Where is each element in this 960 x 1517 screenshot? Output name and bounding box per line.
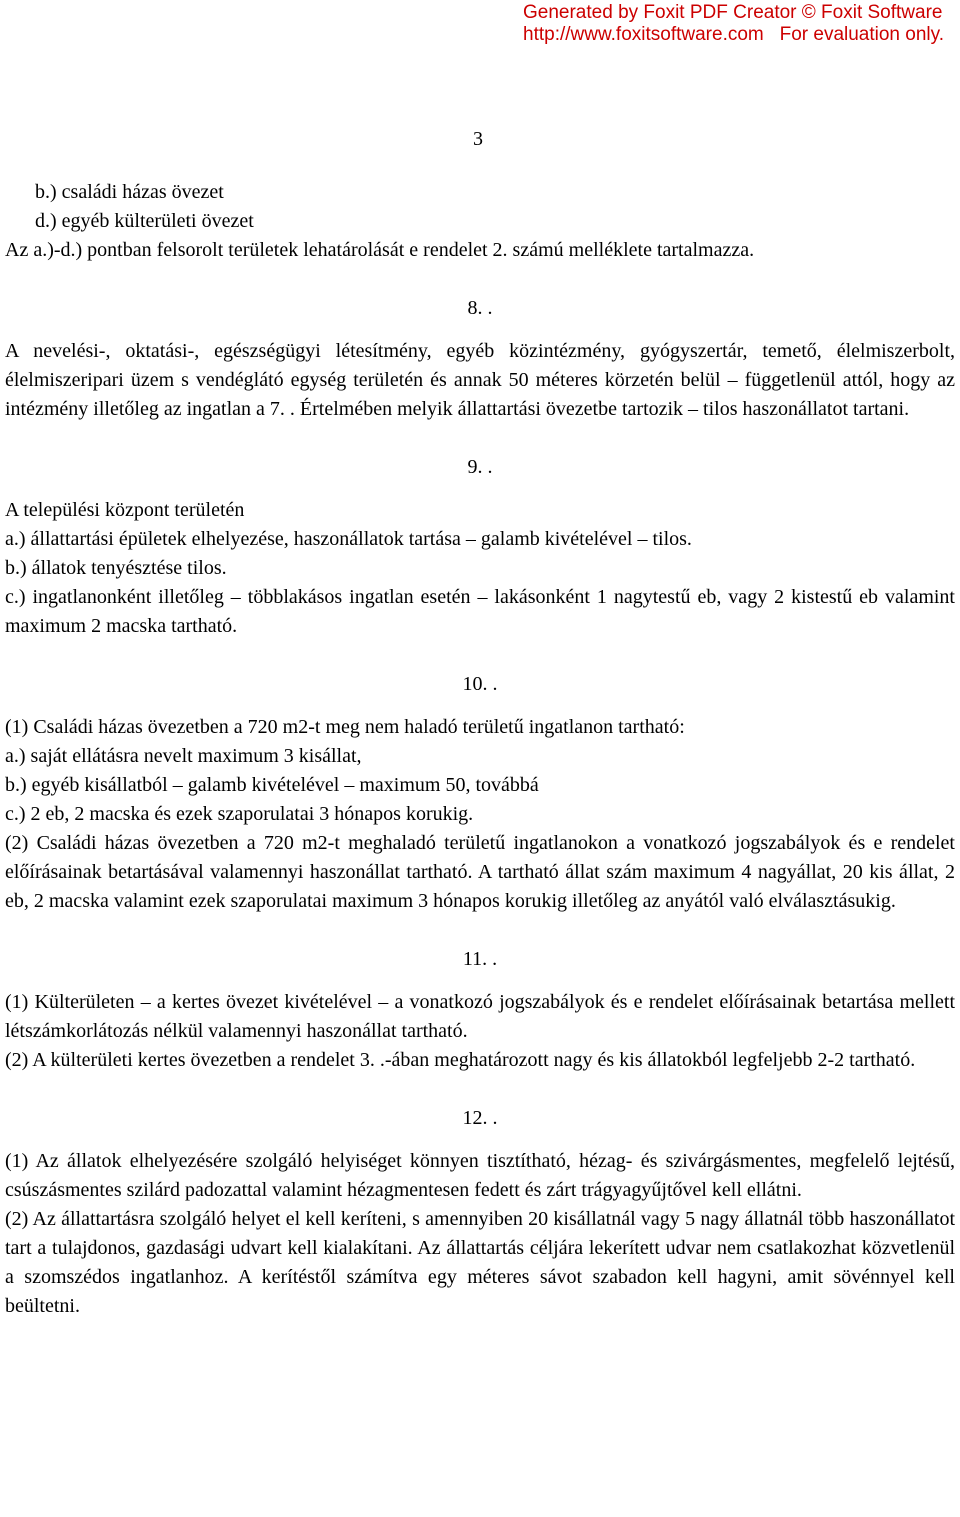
- watermark-line-1: Generated by Foxit PDF Creator © Foxit Software: [523, 2, 943, 23]
- watermark-url: http://www.foxitsoftware.com: [523, 24, 764, 45]
- section-9-item-b: b.) állatok tenyésztése tilos.: [5, 557, 227, 579]
- section-12-para-2: (2) Az állattartásra szolgáló helyet el kell keríteni, s amennyiben 20 kisállatnál vagy 5 nagy állatnál több haszonállatot tart a tulajdonos, gazdasági udvart kell kialakítani. Az állattartás céljára lekerített udvar nem csatlakozhat közvetlenül a szomszédos ingatlanhoz. A kerítéstől számítva egy méteres sávot szabadon kell hagyni, amit sövénnyel kell beültetni.: [5, 1208, 955, 1317]
- section-10-para-1: (1) Családi házas övezetben a 720 m2-t meg nem haladó területű ingatlanon tartható:: [5, 716, 685, 738]
- section-11-para-1: (1) Külterületen – a kertes övezet kivételével – a vonatkozó jogszabályok és e rendelet előírásainak betartása mellett létszámkorlátozás nélkül valamennyi haszonállat tartható.: [5, 991, 955, 1042]
- intro-note: Az a.)-d.) pontban felsorolt területek lehatárolását e rendelet 2. számú melléklete tartalmazza.: [5, 239, 755, 261]
- section-10-item-c: c.) 2 eb, 2 macska és ezek szaporulatai 3 hónapos korukig.: [5, 803, 474, 825]
- section-12-heading: 12. .: [462, 1107, 498, 1129]
- watermark-line-2: [523, 24, 944, 46]
- section-10-para-2: (2) Családi házas övezetben a 720 m2-t meghaladó területű ingatlanokon a vonatkozó jogszabályok és e rendelet előírásainak betartásával valamennyi haszonállat tartható. A tartható állat szám maximum 4 nagyállat, 20 kis állat, 2 eb, 2 macska valamint ezek szaporulatai maximum 3 hónapos korukig illetőleg az anyától való elválasztásukig.: [5, 832, 955, 912]
- section-10-heading: 10. .: [462, 673, 498, 695]
- list-item-d: d.) egyéb külterületi övezet: [35, 210, 254, 232]
- section-8-heading: 8. .: [467, 297, 493, 319]
- foxit-watermark: [523, 2, 944, 46]
- list-item-b: b.) családi házas övezet: [35, 181, 224, 203]
- section-9-heading: 9. .: [467, 456, 493, 478]
- section-11-heading: 11. .: [462, 948, 498, 970]
- section-9-intro: A települési központ területén: [5, 499, 245, 521]
- section-8-text: A nevelési-, oktatási-, egészségügyi létesítmény, egyéb közintézmény, gyógyszertár, temető, élelmiszerbolt, élelmiszeripari üzem s vendéglátó egység területén és annak 50 méteres körzetén belül – függetlenül attól, hogy az intézmény illetőleg az ingatlan a 7. . Értelmében melyik állattartási övezetbe tartozik – tilos haszonállatot tartani.: [5, 340, 955, 420]
- section-10-item-b: b.) egyéb kisállatból – galamb kivételével – maximum 50, továbbá: [5, 774, 539, 796]
- section-11-para-2: (2) A külterületi kertes övezetben a rendelet 3. .-ában meghatározott nagy és kis állatokból legfeljebb 2-2 tartható.: [5, 1049, 916, 1071]
- section-10-item-a: a.) saját ellátásra nevelt maximum 3 kisállat,: [5, 745, 362, 767]
- watermark-note: For evaluation only.: [779, 24, 944, 45]
- section-9-item-a: a.) állattartási épületek elhelyezése, haszonállatok tartása – galamb kivételével – tilos.: [5, 528, 692, 550]
- page-number: 3: [473, 128, 483, 150]
- document-body: [5, 178, 955, 1321]
- section-12-para-1: (1) Az állatok elhelyezésére szolgáló helyiséget könnyen tisztítható, hézag- és szivárgásmentes, megfelelő lejtésű, csúszásmentes szilárd padozattal valamint hézagmentesen fedett és zárt trágyagyűjtővel kell ellátni.: [5, 1150, 955, 1201]
- section-9-item-c: c.) ingatlanonként illetőleg – többlakásos ingatlan esetén – lakásonként 1 nagytestű eb, vagy 2 kistestű eb valamint maximum 2 macska tartható.: [5, 586, 955, 637]
